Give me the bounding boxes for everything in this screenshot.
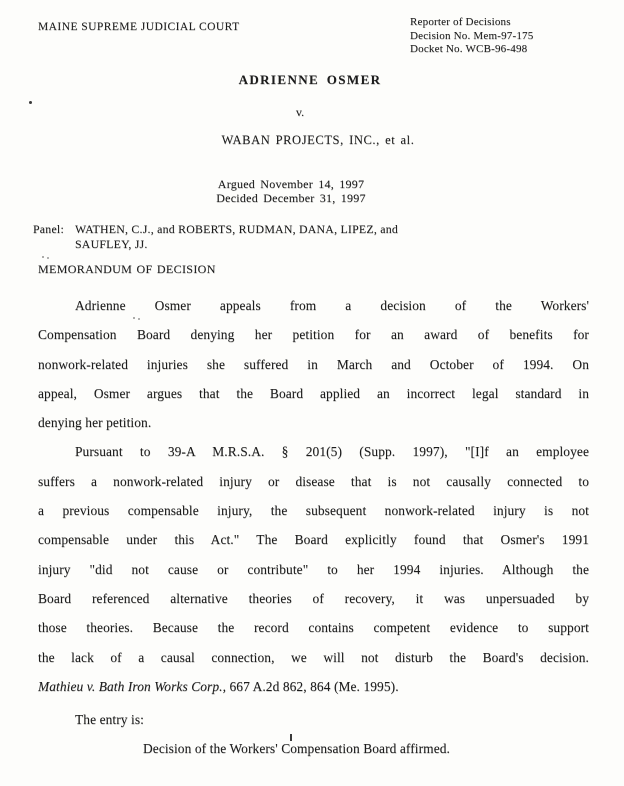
panel-label: Panel: <box>33 222 64 236</box>
citation-line <box>38 672 589 701</box>
scan-speck <box>290 734 292 741</box>
argued-date: Argued November 14, 1997 <box>217 177 365 191</box>
body-line: Pursuant to 39-A M.R.S.A. § 201(5) (Supp. 1997), "[I]f an employee <box>75 444 589 460</box>
body-line: Compensation Board denying her petition for an award of benefits for <box>38 327 589 343</box>
opinion-body <box>38 291 589 764</box>
panel-names-line: SAUFLEY, JJ. <box>75 237 148 251</box>
case-plaintiff: ADRIENNE OSMER <box>238 72 382 87</box>
body-line: those theories. Because the record contains competent evidence to support <box>38 620 589 636</box>
body-line: appeal, Osmer argues that the Board applied an incorrect legal standard in <box>38 385 589 401</box>
body-line: the lack of a causal connection, we will not disturb the Board's decision. <box>38 649 589 665</box>
panel-names-line: WATHEN, C.J., and ROBERTS, RUDMAN, DANA, LIPEZ, and <box>75 222 399 236</box>
scan-speck <box>42 256 44 258</box>
reporter-block <box>410 16 533 57</box>
docket-number: Docket No. WCB-96-498 <box>410 43 528 56</box>
body-line: denying her petition. <box>38 415 152 431</box>
scan-speck <box>133 317 135 319</box>
panel-block <box>33 222 398 252</box>
disposition-line: Decision of the Workers' Compensation Board affirmed. <box>143 741 450 757</box>
body-line: Adrienne Osmer appeals from a decision of the Workers' <box>75 298 589 313</box>
scan-speck <box>29 101 32 104</box>
body-line: Board referenced alternative theories of recovery, it was unpersuaded by <box>38 590 589 606</box>
body-line: compensable under this Act." The Board explicitly found that Osmer's 1991 <box>38 532 589 548</box>
body-line: nonwork-related injuries she suffered in March and October of 1994. On <box>38 356 589 372</box>
decided-date: Decided December 31, 1997 <box>216 191 366 206</box>
case-citation-reporter: 667 A.2d 862, 864 (Me. 1995). <box>226 678 399 694</box>
body-line: a previous compensable injury, the subsequent nonwork-related injury is not <box>38 503 589 519</box>
case-defendant: WABAN PROJECTS, INC., et al. <box>221 133 415 147</box>
case-citation-name: Mathieu v. Bath Iron Works Corp., <box>38 678 227 694</box>
memorandum-heading: MEMORANDUM OF DECISION <box>38 262 216 276</box>
court-name: MAINE SUPREME JUDICIAL COURT <box>38 21 240 33</box>
panel-names <box>75 222 398 252</box>
decision-number: Decision No. Mem-97-175 <box>410 29 534 42</box>
versus-marker: v. <box>295 105 305 119</box>
entry-line: The entry is: <box>75 712 144 728</box>
reporter-of-decisions: Reporter of Decisions <box>410 16 511 28</box>
body-line: injury "did not cause or contribute" to her 1994 injuries. Although the <box>38 561 589 577</box>
body-line: suffers a nonwork-related injury or disease that is not causally connected to <box>38 473 589 489</box>
argued-decided-block <box>0 177 582 205</box>
